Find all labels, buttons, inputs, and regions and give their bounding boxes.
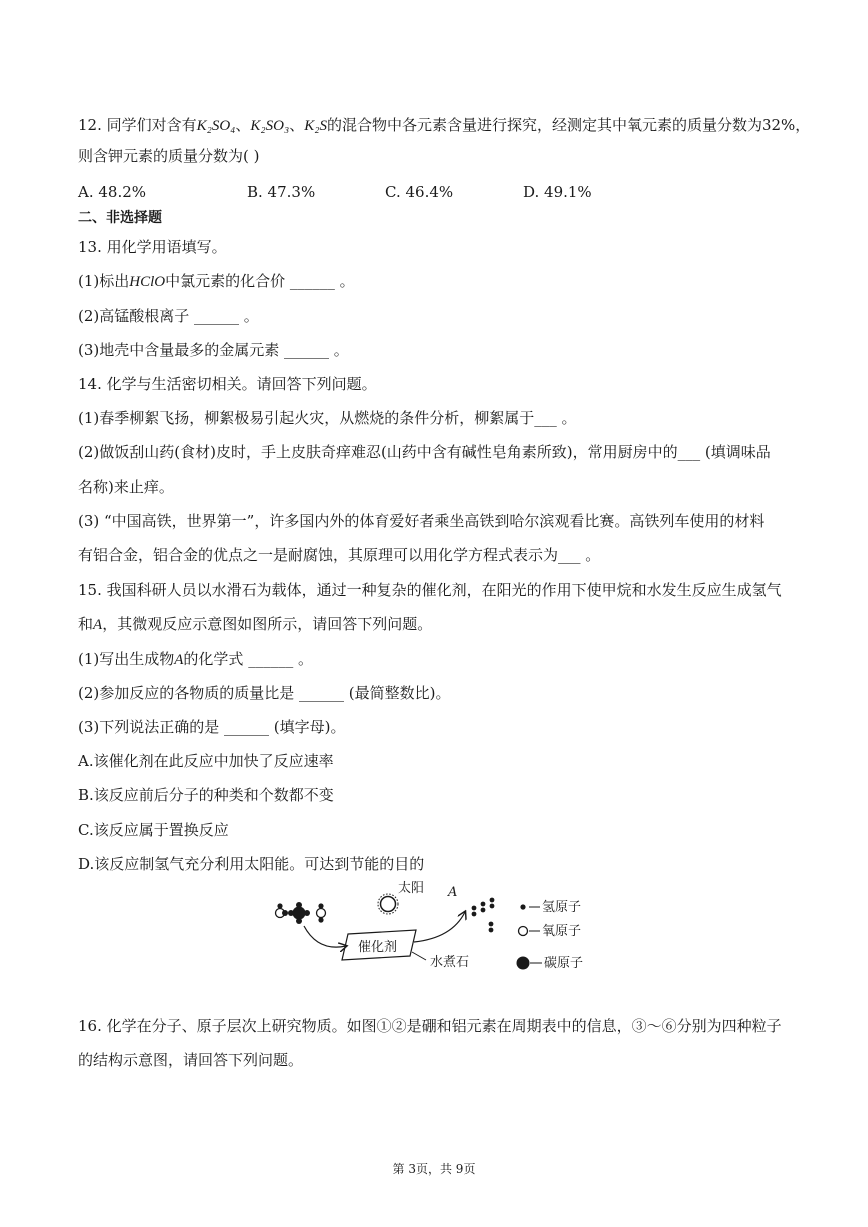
q12-option-c: C. 46.4%	[385, 183, 454, 201]
q13-part1-post: 中氯元素的化合价 ______ 。	[165, 272, 355, 290]
catalyst-label: 催化剂	[358, 940, 398, 955]
formula-hclo: HClO	[129, 274, 166, 290]
q13-part3: (3)地壳中含量最多的金属元素 ______ 。	[78, 341, 349, 359]
page-footer: 第 3页，共 9页	[392, 1162, 476, 1176]
q14-part3-line1: (3) “中国高铁，世界第一”，许多国内外的体育爱好者乘坐高铁到哈尔滨观看比赛。高铁列车使用的材料	[78, 512, 765, 530]
legend-oxygen: 氧原子	[542, 924, 582, 939]
support-pointer	[412, 952, 426, 960]
q15-part2: (2)参加反应的各物质的质量比是 ______ (最简整数比)。	[78, 684, 451, 702]
q15-line2	[78, 614, 432, 635]
q14-part1: (1)春季柳絮飞扬，柳絮极易引起火灾，从燃烧的条件分析，柳絮属于___ 。	[78, 409, 577, 427]
oxygen-atom-icon	[519, 927, 528, 936]
hydrogen-atom-icon	[520, 904, 525, 909]
q14-title: 14. 化学与生活密切相关。请回答下列问题。	[78, 375, 377, 393]
q16-line2: 的结构示意图，请回答下列问题。	[78, 1051, 304, 1069]
section-heading: 二、非选择题	[78, 210, 162, 226]
q15-line2-pre: 和	[78, 615, 94, 633]
q15-option-d: D.该反应制氢气充分利用太阳能。可达到节能的目的	[78, 855, 425, 873]
q15-part1-post: 的化学式 ______ 。	[183, 650, 313, 668]
support-label: 水煮石	[430, 955, 470, 970]
q14-part3-line2: 有铝合金，铝合金的优点之一是耐腐蚀，其原理可以用化学方程式表示为___ 。	[78, 546, 601, 564]
legend-hydrogen: 氢原子	[542, 900, 582, 915]
separator: 、	[235, 116, 251, 134]
q15-part1	[78, 649, 313, 670]
arrow-in	[304, 926, 346, 947]
formula-k2so3: K₂SO₃	[250, 118, 290, 134]
q15-line1: 15. 我国科研人员以水滑石为载体，通过一种复杂的催化剂，在阳光的作用下使甲烷和水发生反应生成氢气	[78, 581, 782, 599]
product-molecules	[472, 898, 495, 933]
legend-carbon: 碳原子	[544, 956, 584, 971]
q15-option-c: C.该反应属于置换反应	[78, 821, 229, 839]
q15-option-b: B.该反应前后分子的种类和个数都不变	[78, 786, 334, 804]
q14-part2-line2: 名称)来止痒。	[78, 478, 174, 496]
q13-part1	[78, 271, 355, 292]
q12-text-pre: 12. 同学们对含有	[78, 116, 197, 134]
q12-line1	[78, 115, 810, 136]
q16-line1: 16. 化学在分子、原子层次上研究物质。如图①②是硼和铝元素在周期表中的信息，③～⑥分别为四种粒子	[78, 1017, 782, 1035]
q12-text-post: 的混合物中各元素含量进行探究，经测定其中氧元素的质量分数为32%，	[326, 116, 811, 134]
q13-title: 13. 用化学用语填写。	[78, 238, 227, 256]
product-a-label: A	[448, 885, 458, 900]
q15-line2-post: ，其微观反应示意图如图所示，请回答下列问题。	[102, 615, 433, 633]
q15-option-a: A.该催化剂在此反应中加快了反应速率	[78, 752, 334, 770]
q15-part3: (3)下列说法正确的是 ______ (填字母)。	[78, 718, 346, 736]
product-a: A	[174, 652, 184, 668]
formula-k2so4: K₂SO₄	[196, 118, 236, 134]
reactant-molecules	[276, 902, 326, 924]
carbon-atom-icon	[517, 957, 530, 970]
q12-option-d: D. 49.1%	[523, 183, 592, 201]
q14-part2-line1: (2)做饭刮山药(食材)皮时，手上皮肤奇痒难忍(山药中含有碱性皂角素所致)，常用厨房中的___ (填调味品	[78, 443, 771, 461]
q12-line2: 则含钾元素的质量分数为( )	[78, 147, 260, 165]
sun-label: 太阳	[398, 881, 425, 896]
formula-k2s: K₂S	[304, 118, 327, 134]
reaction-diagram	[270, 880, 610, 980]
q13-part1-pre: (1)标出	[78, 272, 130, 290]
q12-option-b: B. 47.3%	[247, 183, 316, 201]
legend	[517, 900, 584, 971]
product-a: A	[93, 617, 103, 633]
separator: 、	[289, 116, 305, 134]
arrow-out	[414, 912, 465, 942]
q12-option-a: A. 48.2%	[78, 183, 147, 201]
q13-part2: (2)高锰酸根离子 ______ 。	[78, 307, 259, 325]
q15-part1-pre: (1)写出生成物	[78, 650, 175, 668]
sun-icon	[378, 894, 398, 914]
